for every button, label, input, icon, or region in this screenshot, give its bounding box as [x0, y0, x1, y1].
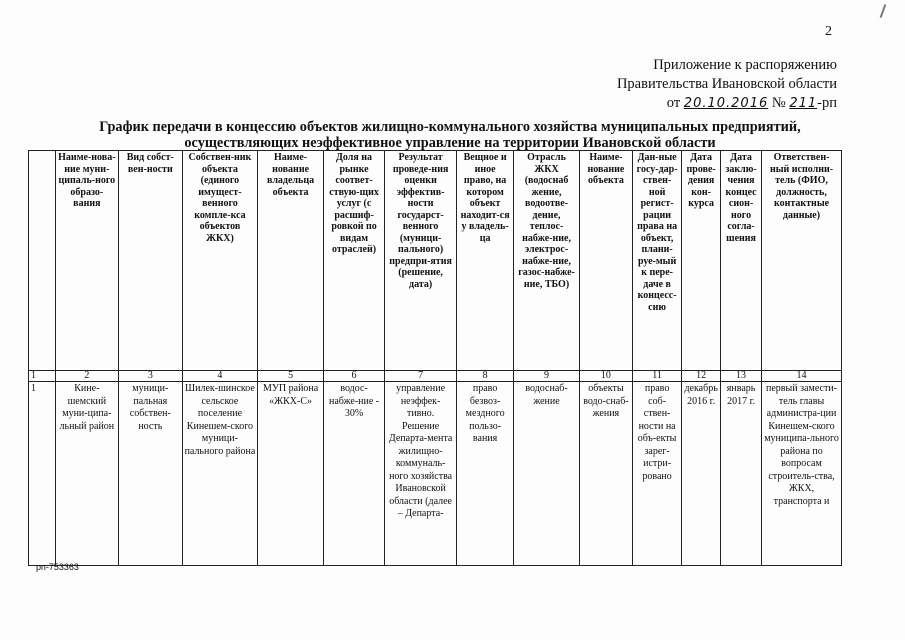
appendix-line-1: Приложение к распоряжению	[653, 57, 837, 73]
table-cell: право соб-ствен-ности на объ-екты зарег-истри-ровано	[633, 382, 682, 566]
table-cell: МУП района «ЖКХ-С»	[258, 382, 324, 566]
table-cell: Кине-шемский муни-ципа-льный район	[55, 382, 118, 566]
header-cell: Дан-ные госу-дар-ствен-ной регист-рации права на объект, плани-руе-мый к пере-даче в концесс-сию	[633, 151, 682, 371]
table-cell: право безвоз-мездного пользо-вания	[456, 382, 513, 566]
column-number-row	[29, 371, 842, 382]
header-cell: Результат проведе-ния оценки эффектив-ности государст-венного (муници-пального) предпри-ятия (решение, дата)	[385, 151, 457, 371]
appendix-block	[517, 56, 837, 113]
column-number: 9	[514, 371, 580, 382]
column-number: 8	[456, 371, 513, 382]
header-cell: Вид собст-вен-ности	[119, 151, 182, 371]
column-number: 13	[721, 371, 762, 382]
header-cell: Отрасль ЖКХ (водоснаб жение, водоотве-дение, теплос-набже-ние, электрос-набже-ние, газос-набже-ние, ТБО)	[514, 151, 580, 371]
header-cell: Наиме-нование владельца объекта	[258, 151, 324, 371]
number-suffix: -рп	[817, 95, 837, 111]
document-code: рп-753363	[36, 562, 79, 572]
column-number: 2	[55, 371, 118, 382]
column-number: 11	[633, 371, 682, 382]
header-cell	[29, 151, 56, 371]
table-cell: объекты водо-снаб-жения	[579, 382, 632, 566]
column-number: 3	[119, 371, 182, 382]
page-number: 2	[825, 24, 832, 39]
table-cell: водоснаб-жение	[514, 382, 580, 566]
appendix-date-line	[517, 94, 837, 113]
column-number: 7	[385, 371, 457, 382]
title-line-1: График передачи в концессию объектов жилищно-коммунального хозяйства муниципальных предприятий,	[99, 119, 801, 135]
table-cell: Шилек-шинское сельское поселение Кинешем-ского муници-пального района	[182, 382, 258, 566]
header-cell: Собствен-ник объекта (единого имущест-венного компле-кса объектов ЖКХ)	[182, 151, 258, 371]
header-cell: Наиме-нование объекта	[579, 151, 632, 371]
table-cell: январь 2017 г.	[721, 382, 762, 566]
number-value: 211	[789, 96, 818, 111]
column-number: 4	[182, 371, 258, 382]
header-cell: Дата прове-дения кон-курса	[682, 151, 721, 371]
date-prefix: от	[666, 95, 681, 111]
pen-mark	[880, 4, 887, 18]
header-cell: Дата заклю-чения концес сион-ного согла-шения	[721, 151, 762, 371]
date-value: 20.10.2016	[683, 96, 769, 111]
table-cell: декабрь 2016 г.	[682, 382, 721, 566]
table-cell: муници-пальная собствен-ность	[119, 382, 182, 566]
column-number: 5	[258, 371, 324, 382]
table-cell: управление неэффек-тивно. Решение Департа-мента жилищно-коммуналь-ного хозяйства Ивановской области (далее – Департа-	[385, 382, 457, 566]
table-cell: 1	[29, 382, 56, 566]
header-row	[29, 151, 842, 371]
header-cell: Наиме-нова-ние муни-ципаль-ного образо-вания	[55, 151, 118, 371]
title-line-2: осуществляющих неэффективное управление на территории Ивановской области	[184, 135, 716, 151]
schedule-table	[28, 150, 842, 566]
column-number: 14	[762, 371, 842, 382]
table-cell: водос-набже-ние - 30%	[323, 382, 384, 566]
column-number: 12	[682, 371, 721, 382]
header-cell: Ответствен-ный исполни-тель (ФИО, должность, контактные данные)	[762, 151, 842, 371]
number-sign: №	[771, 95, 786, 111]
appendix-line-2: Правительства Ивановской области	[616, 76, 837, 92]
header-cell: Доля на рынке соответ-ствую-щих услуг (с расшиф-ровкой по видам отраслей)	[323, 151, 384, 371]
column-number: 1	[29, 371, 56, 382]
document-title	[30, 119, 870, 151]
column-number: 6	[323, 371, 384, 382]
table-row	[29, 382, 842, 566]
header-cell: Вещное и иное право, на котором объект находит-ся у владель-ца	[456, 151, 513, 371]
table-cell: первый замести-тель главы администра-ции Кинешем-ского муниципа-льного района по вопросам строитель-ства, ЖКХ, транспорта и	[762, 382, 842, 566]
column-number: 10	[579, 371, 632, 382]
